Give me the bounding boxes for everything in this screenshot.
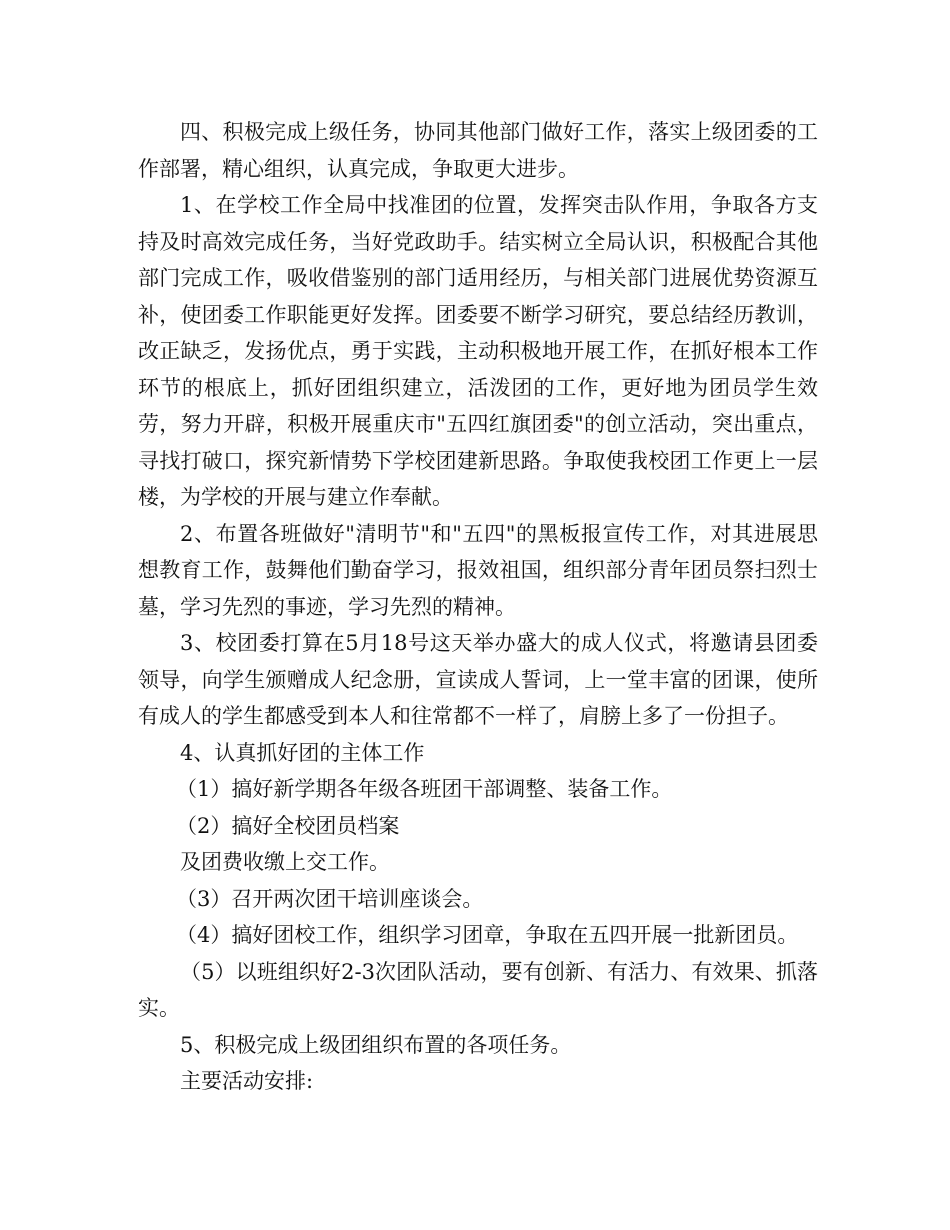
document-body bbox=[138, 114, 818, 1100]
paragraph-section-four: 四、积极完成上级任务，协同其他部门做好工作，落实上级团委的工作部署，精心组织，认真完成，争取更大进步。 bbox=[138, 120, 818, 181]
paragraph-item-1: 1、在学校工作全局中找准团的位置，发挥突击队作用，争取各方支持及时高效完成任务，当好党政助手。结实树立全局认识，积极配合其他部门完成工作，吸收借鉴别的部门适用经历，与相关部门进展优势资源互补，使团委工作职能更好发挥。团委要不断学习研究，要总结经历教训，改正缺乏，发扬优点，勇于实践，主动积极地开展工作，在抓好根本工作环节的根底上，抓好团组织建立，活泼团的工作，更好地为团员学生效劳，努力开辟，积极开展重庆市"五四红旗团委"的创立活动，突出重点，寻找打破口，探究新情势下学校团建新思路。争取使我校团工作更上一层楼，为学校的开展与建立作奉献。 bbox=[138, 193, 818, 509]
subitem-2: （2）搞好全校团员档案 bbox=[176, 813, 400, 838]
paragraph-item-5: 5、积极完成上级团组织布置的各项任务。 bbox=[180, 1032, 572, 1057]
subitem-3: （3）召开两次团干培训座谈会。 bbox=[176, 886, 484, 911]
subitem-2-continuation: 及团费收缴上交工作。 bbox=[180, 850, 390, 874]
paragraph-item-4: 4、认真抓好团的主体工作 bbox=[180, 740, 425, 765]
paragraph-item-3: 3、校团委打算在5月18号这天举办盛大的成人仪式，将邀请县团委领导，向学生颁赠成人纪念册，宣读成人誓词，上一堂丰富的团课，使所有成人的学生都感受到本人和往常都不一样了，肩膀上多了一份担子。 bbox=[138, 631, 818, 728]
subitem-4: （4）搞好团校工作，组织学习团章，争取在五四开展一批新团员。 bbox=[176, 923, 799, 947]
subitem-5: （5）以班组织好2-3次团队活动，要有创新、有活力、有效果、抓落实。 bbox=[138, 959, 818, 1020]
paragraph-item-2: 2、布置各班做好"清明节"和"五四"的黑板报宣传工作，对其进展思想教育工作，鼓舞他们勤奋学习，报效祖国，组织部分青年团员祭扫烈士墓，学习先烈的事迹，学习先烈的精神。 bbox=[138, 521, 818, 619]
paragraph-activity-schedule: 主要活动安排: bbox=[180, 1069, 314, 1093]
subitem-1: （1）搞好新学期各年级各班团干部调整、装备工作。 bbox=[176, 777, 673, 801]
